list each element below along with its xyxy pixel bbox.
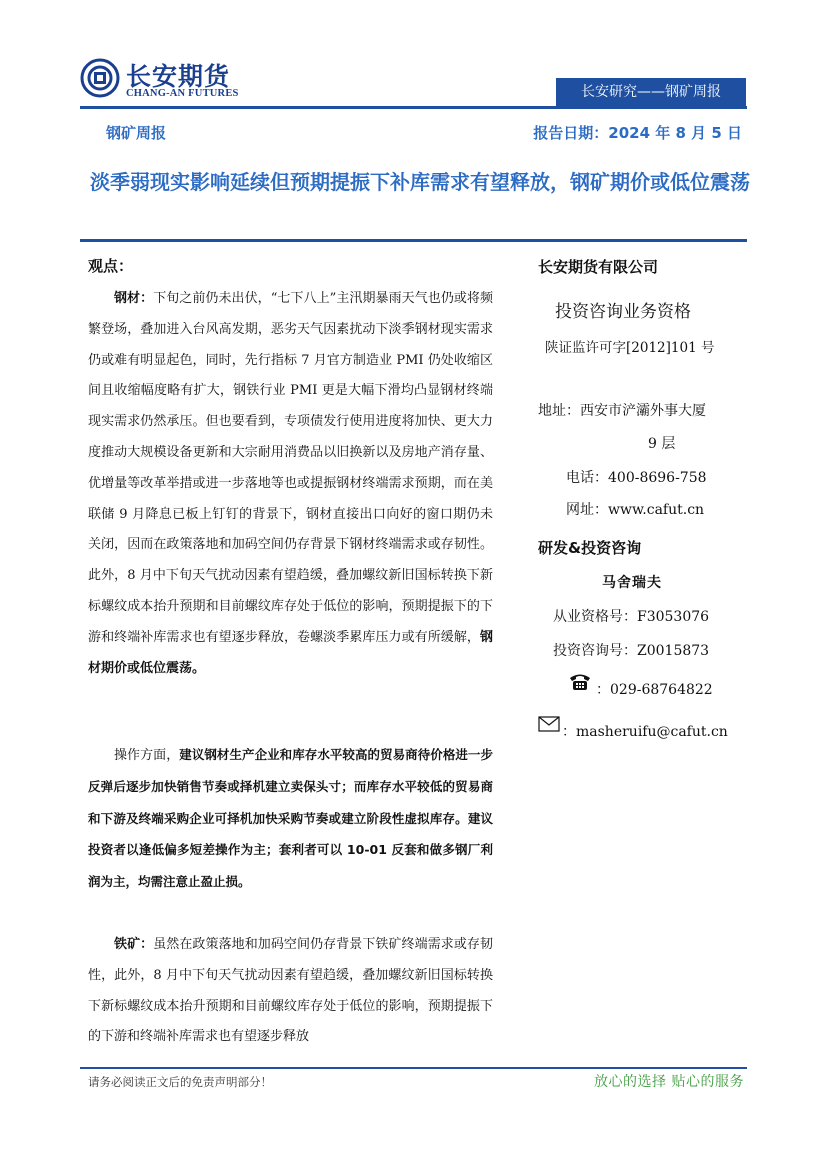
business-qualification: 投资咨询业务资格 (555, 302, 691, 322)
company-telephone: 电话：400-8696-758 (566, 470, 707, 486)
address-line2: 9 层 (648, 436, 676, 452)
license-number: 陕证监许可字[2012]101 号 (545, 340, 715, 356)
company-slogan: 放心的选择 贴心的服务 (594, 1074, 744, 1090)
operations-prefix: 操作方面， (114, 748, 180, 763)
report-series-tag: 长安研究——钢矿周报 (556, 78, 746, 106)
brand-name-cn: 长安期货 (126, 62, 231, 91)
company-logo-icon (80, 58, 120, 98)
steel-text: 下旬之前仍未出伏，“七下八上”主汛期暴雨天气也仍或将频繁登场，叠加进入台风高发期，恶劣天气因素扰动下淡季钢材现实需求仍或难有明显起色，同时，先行指标 7 月官方制造业 PMI 仍处收缩区间且收缩幅度略有扩大，钢铁行业 PMI 更是大幅下滑均凸显钢材终端现实需求仍然承压。但也要看到，专项债发行使用进度将加快、更大力度推动大规模设备更新和大宗耐用消费品以旧换新以及房地产消存量、优增量等改革举措或进一步落地等也或提振钢材终端需求预期，而在美联储 9 月降息已板上钉钉的背景下，钢材直接出口向好的窗口期仍未关闭，因而在政策落地和加码空间仍存背景下钢材终端需求或存韧性。此外，8 月中下旬天气扰动因素有望趋缓，叠加螺纹新旧国标转换下新标螺纹成本抬升预期和目前螺纹库存处于低位的影响，预期提振下的下游和终端补库需求也有望逐步释放，卷螺淡季累库压力或有所缓解， (88, 291, 493, 645)
ore-paragraph (88, 930, 493, 1053)
title-divider (80, 239, 747, 242)
company-name: 长安期货有限公司 (538, 258, 659, 276)
report-date: 报告日期：2024 年 8 月 5 日 (533, 124, 742, 142)
analyst-name: 马舍瑞夫 (602, 575, 662, 591)
company-website[interactable]: 网址：www.cafut.cn (566, 502, 705, 518)
email-icon (538, 714, 560, 734)
header-divider (80, 106, 747, 109)
address-line1: 地址：西安市浐灞外事大厦 (538, 403, 706, 419)
viewpoint-heading: 观点： (88, 257, 134, 275)
footer-divider (80, 1067, 747, 1069)
telephone-icon (568, 671, 592, 691)
report-section: 钢矿周报 (106, 124, 167, 142)
ore-label: 铁矿： (114, 937, 154, 952)
advisory-number: 投资咨询号：Z0015873 (553, 643, 710, 659)
steel-paragraph (88, 284, 493, 684)
operations-advice: 建议钢材生产企业和库存水平较高的贸易商待价格进一步反弹后逐步加快销售节奏或择机建立卖保头寸；而库存水平较低的贸易商和下游及终端采购企业可择机加快采购节奏或建立阶段性虚拟库存。建议投资者以逢低偏多短差操作为主；套利者可以 10-01 反套和做多钢厂利润为主，均需注意止盈止损。 (88, 747, 493, 890)
analyst-email[interactable]: ：masheruifu@cafut.cn (562, 724, 728, 740)
rd-heading: 研发&投资咨询 (538, 539, 642, 557)
steel-label: 钢材： (114, 291, 154, 306)
analyst-phone: ：029-68764822 (596, 682, 713, 698)
qualification-number: 从业资格号：F3053076 (553, 609, 710, 625)
operations-paragraph (88, 740, 493, 899)
ore-text: 虽然在政策落地和加码空间仍存背景下铁矿终端需求或存韧性，此外，8 月中下旬天气扰动因素有望趋缓，叠加螺纹新旧国标转换下新标螺纹成本抬升预期和目前螺纹库存处于低位的影响，预期提振下的下游和终端补库需求也有望逐步释放 (88, 937, 493, 1045)
disclaimer-note: 请务必阅读正文后的免责声明部分！ (88, 1075, 272, 1089)
report-title: 淡季弱现实影响延续但预期提振下补库需求有望释放，钢矿期价或低位震荡 (90, 170, 750, 194)
brand-name-en: CHANG-AN FUTURES (126, 88, 239, 99)
steel-conclusion: 钢材期价或低位震荡。 (88, 629, 493, 676)
